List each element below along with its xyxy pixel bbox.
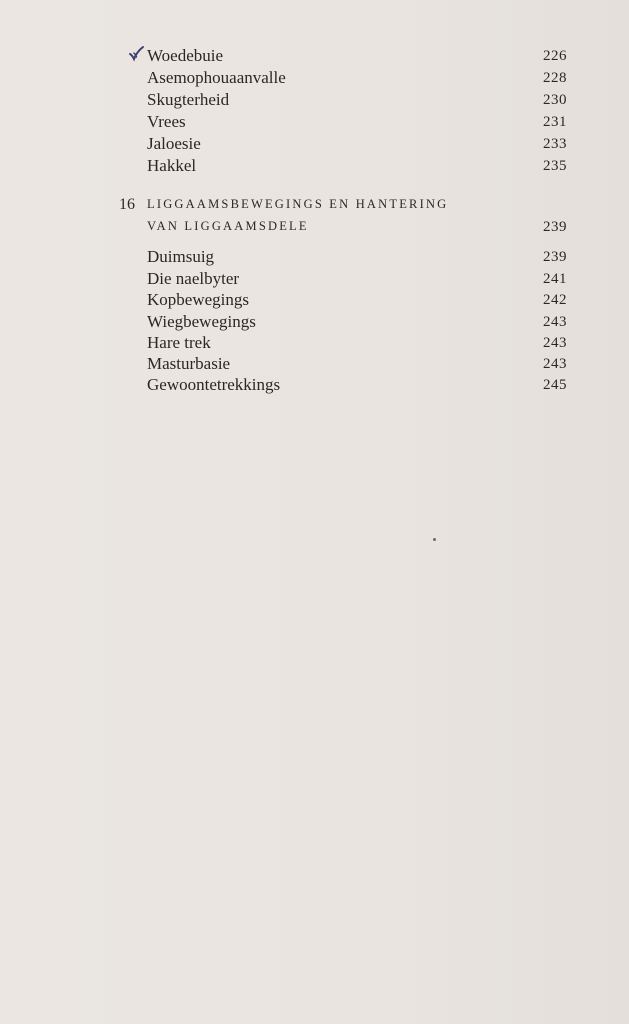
entry-page: 239 <box>543 249 567 265</box>
entry-title: Die naelbyter <box>147 269 240 288</box>
entry-page: 245 <box>543 377 567 393</box>
entry-title: Skugterheid <box>147 90 230 109</box>
entry-title: Hare trek <box>147 333 211 352</box>
entry-page: 233 <box>543 136 567 152</box>
entry-page: 231 <box>543 114 567 130</box>
entry-title: Woedebuie <box>147 46 224 65</box>
entry-title: Jaloesie <box>147 134 201 153</box>
entry-page: 242 <box>543 292 567 308</box>
chapter-number: 16 <box>119 196 135 213</box>
entry-page: 226 <box>543 48 567 64</box>
entry-title: Kopbewegings <box>147 290 249 309</box>
entry-title: Wiegbewegings <box>147 312 256 331</box>
entry-title: Masturbasie <box>147 354 231 373</box>
entry-title: Gewoontetrekkings <box>147 375 281 394</box>
entry-title: Hakkel <box>147 156 197 175</box>
entry-title: Vrees <box>147 112 186 131</box>
handwritten-checkmark-icon <box>128 44 148 64</box>
entry-page: 243 <box>543 314 567 330</box>
paper-speck <box>433 538 436 541</box>
entry-page: 241 <box>543 271 567 287</box>
entry-page: 230 <box>543 92 567 108</box>
entry-page: 243 <box>543 356 567 372</box>
chapter-title-line1: LIGGAAMSBEWEGINGS EN HANTERING <box>147 197 449 211</box>
chapter-page: 239 <box>543 219 567 235</box>
entry-title: Asemophouaanvalle <box>147 68 286 87</box>
entry-page: 228 <box>543 70 567 86</box>
entry-title: Duimsuig <box>147 247 215 266</box>
chapter-title-line2: VAN LIGGAAMSDELE <box>147 219 309 233</box>
entry-page: 235 <box>543 158 567 174</box>
entry-page: 243 <box>543 335 567 351</box>
